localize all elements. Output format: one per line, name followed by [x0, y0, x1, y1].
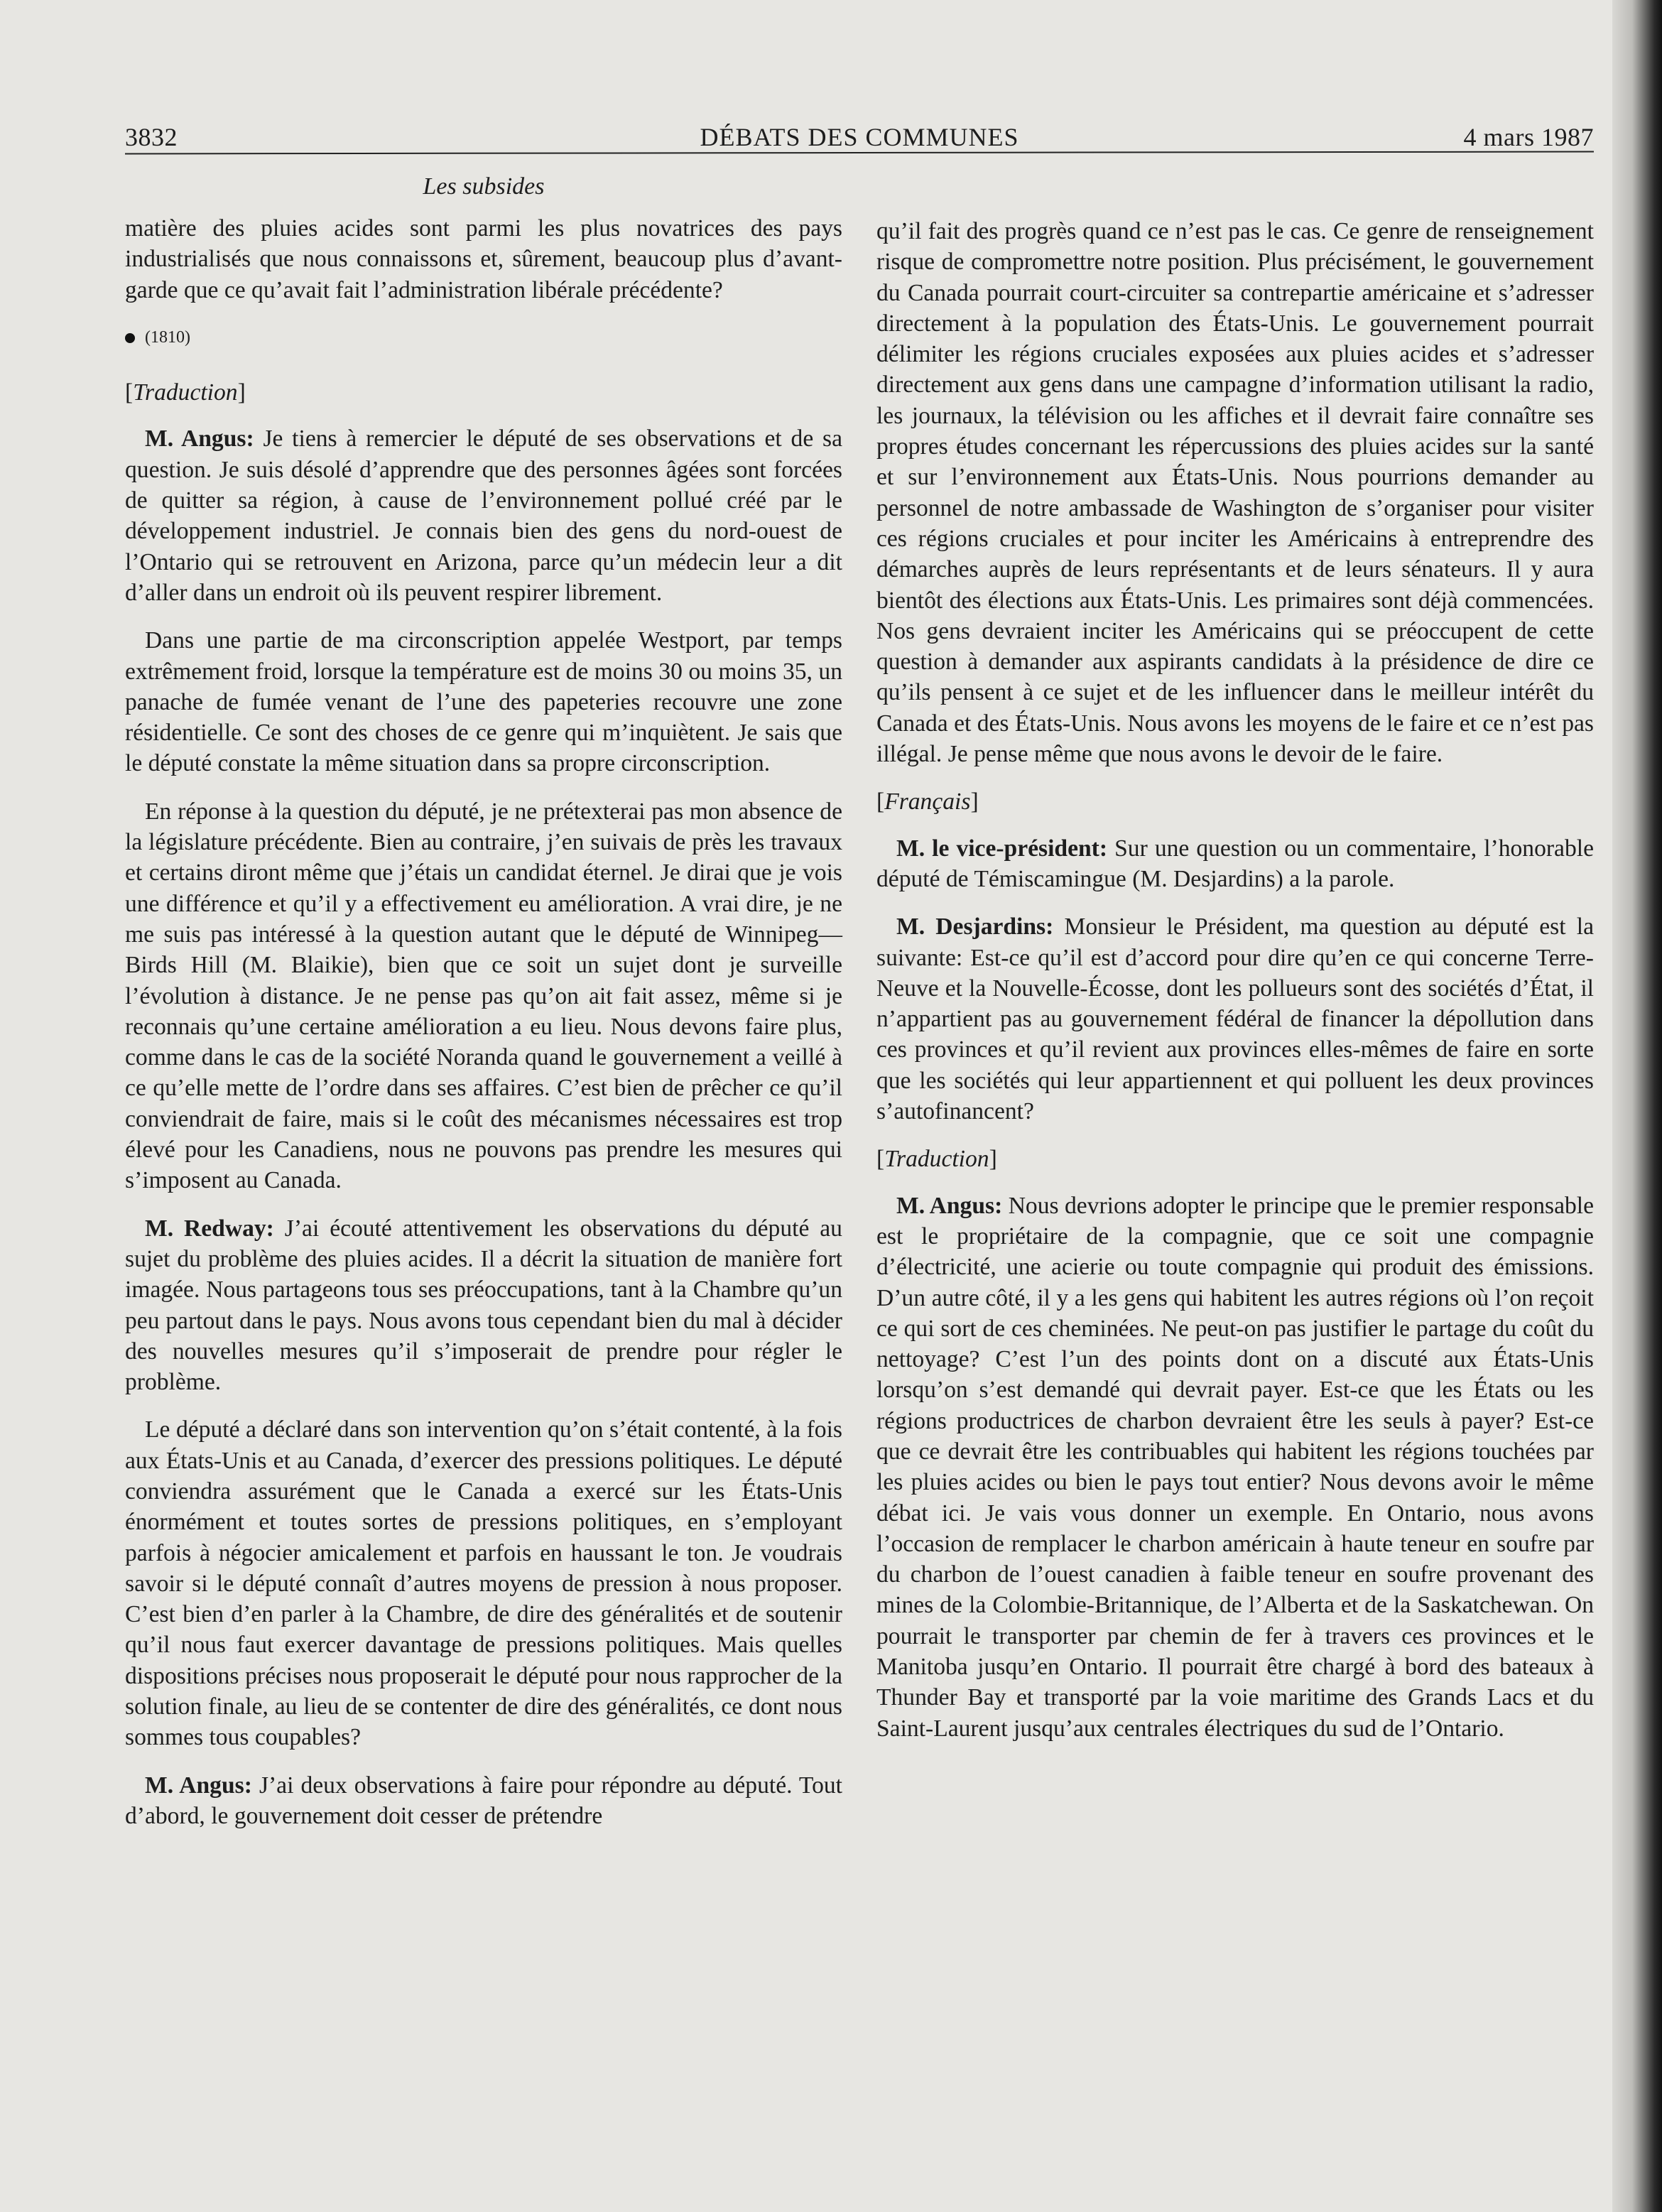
speaker-name: M. Angus:	[145, 1772, 252, 1799]
speech-text: Monsieur le Président, ma question au député est la suivante: Est-ce qu’il est d’accord pour dire qu’en ce qui concerne Terre-Neuve et la Nouvelle-Écosse, dont les pollueurs sont des sociétés d’État, il n’appartient pas au gouvernement fédéral de financer la dépollution dans ces provinces et qu’il revient aux provinces elles-mêmes de faire en sorte que les sociétés qui leur appartiennent et qui polluent les deux provinces s’autofinancent?	[876, 913, 1594, 1125]
speaker-name: M. Angus:	[896, 1192, 1003, 1219]
speaker-name: M. Desjardins:	[896, 913, 1054, 940]
speech-text: Nous devrions adopter le principe que le premier responsable est le propriétaire de la compagnie, que ce soit une compagnie d’électricité, une acierie ou toute compagnie qui produit des émissions. D’un autre côté, il y a les gens qui habitent les autres régions où l’on reçoit ce qui sort de ces cheminées. Ne peut-on pas justifier le partage du coût du nettoyage? C’est l’un des points dont on a discuté aux États-Unis lorsqu’on s’est demandé qui devrait payer. Est-ce que les États ou les régions productrices de charbon devraient être les seuls à payer? Est-ce que ce devrait être les contribuables qui habitent les régions touchées par les pluies acides ou bien le pays tout entier? Nous devons avoir le même débat ici. Je vais vous donner un exemple. En Ontario, nous avons l’occasion de remplacer le charbon américain à haute teneur en soufre par du charbon de l’ouest canadien à faible teneur en soufre provenant des mines de la Colombie-Britannique, de l’Alberta et de la Saskatchewan. On pourrait le transporter par chemin de fer à travers ces provinces et le Manitoba jusqu’en Ontario. Il pourrait être chargé à bord des bateaux à Thunder Bay et transporté par la voie maritime des Grands Lacs et du Saint-Laurent jusqu’aux centrales électriques du sud de l’Ontario.	[876, 1192, 1594, 1742]
left-column	[125, 213, 842, 1848]
paragraph: Le député a déclaré dans son intervention qu’on s’était contenté, à la fois aux États-Unis et au Canada, d’exercer des pressions politiques. Le député conviendra assurément que le Canada a exercé sur les États-Unis énormément et toutes sortes de pressions politiques, en s’employant parfois à négocier amicalement et parfois en haussant le ton. Je voudrais savoir si le député connaît d’autres moyens de pression à nous proposer. C’est bien d’en parler à la Chambre, de dire des généralités et de soutenir qu’il nous faut exercer davantage de pressions politiques. Mais quelles dispositions précises nous proposerait le député pour nous rapprocher de la solution finale, au lieu de se contenter de dire des généralités, ce dont nous sommes tous coupables?	[125, 1416, 842, 1751]
subsection-title: Les subsides	[423, 173, 545, 200]
paragraph	[876, 911, 1594, 1127]
page-edge-shadow	[1612, 0, 1662, 2212]
bullet-icon	[125, 333, 135, 343]
issue-date: 4 mars 1987	[1463, 123, 1594, 151]
language-tag: [Traduction]	[125, 379, 246, 406]
speech-text: Sur une question ou un commentaire, l’honorable député de Témiscamingue (M. Desjardins) a la parole.	[876, 835, 1594, 892]
speech-text: J’ai écouté attentivement les observations du député au sujet du problème des pluies acides. Il a décrit la situation de manière fort imagée. Nous partageons tous ses préoccupations, tant à la Chambre qu’un peu partout dans le pays. Nous avons tous cependant bien du mal à décider des nouvelles mesures qu’il s’imposerait de prendre pour régler le problème.	[125, 1215, 842, 1396]
language-tag-label: Français	[884, 788, 971, 815]
publication-title: DÉBATS DES COMMUNES	[700, 123, 1019, 151]
paragraph: matière des pluies acides sont parmi les plus novatrices des pays industrialisés que nous connaissons et, sûrement, beaucoup plus d’avant-garde que ce qu’avait fait l’administration libérale précédente?	[125, 215, 842, 303]
speaker-name: M. Angus:	[145, 425, 254, 452]
language-tag: [Français]	[876, 788, 979, 815]
paragraph: Dans une partie de ma circonscription appelée Westport, par temps extrêmement froid, lorsque la température est de moins 30 ou moins 35, un panache de fumée venant de l’une des papeteries recouvre une zone résidentielle. Ce sont des choses de ce genre qui m’inquiètent. Je sais que le député constate la même situation dans sa propre circonscription.	[125, 627, 842, 777]
paragraph	[125, 423, 842, 608]
paragraph	[125, 1213, 842, 1398]
page-number: 3832	[125, 123, 178, 151]
language-tag-label: Traduction	[884, 1146, 989, 1173]
speaker-name: M. Redway:	[145, 1215, 274, 1242]
time-marker-label: (1810)	[145, 327, 190, 347]
speech-text: Je tiens à remercier le député de ses observations et de sa question. Je suis désolé d’apprendre que des personnes âgées sont forcées de quitter sa région, à cause de l’environnement pollué créé par le développement industriel. Je connais bien des gens du nord-ouest de l’Ontario qui se retrouvent en Arizona, parce qu’un médecin leur a dit d’aller dans un endroit où ils peuvent respirer librement.	[125, 425, 842, 606]
language-tag-label: Traduction	[133, 379, 238, 406]
paragraph	[876, 1191, 1594, 1744]
speech-text: J’ai deux observations à faire pour répondre au député. Tout d’abord, le gouvernement doit cesser de prétendre	[125, 1772, 842, 1829]
language-tag: [Traduction]	[876, 1146, 997, 1173]
paragraph: En réponse à la question du député, je ne prétexterai pas mon absence de la législature précédente. Bien au contraire, j’en suivais de près les travaux et certains diront même que j’étais un candidat éternel. Je dirai que je vois une différence et qu’il y a effectivement eu amélioration. A vrai dire, je ne me suis pas intéressé à la question autant que le député de Winnipeg—Birds Hill (M. Blaikie), bien que ce soit un sujet dont je surveille l’évolution à distance. Je ne pense pas qu’on ait fait assez, même si je reconnais qu’une certaine amélioration a eu lieu. Nous devons faire plus, comme dans le cas de la société Noranda quand le gouvernement a veillé à ce qu’elle mette de l’ordre dans ses affaires. C’est bien de prêcher ce qu’il conviendrait de faire, mais si le coût des mécanismes nécessaires est trop élevé pour les Canadiens, nous ne pouvons pas prendre les mesures qui s’imposent au Canada.	[125, 798, 842, 1194]
speaker-name: M. le vice-président:	[896, 835, 1108, 862]
paragraph	[125, 1770, 842, 1832]
right-column	[876, 216, 1594, 1761]
paragraph	[876, 833, 1594, 895]
paragraph: qu’il fait des progrès quand ce n’est pas le cas. Ce genre de renseignement risque de compromettre notre position. Plus précisément, le gouvernement du Canada pourrait court-circuiter sa contrepartie américaine et s’adresser directement à la population des États-Unis. Le gouvernement pourrait délimiter les régions cruciales exposées aux pluies acides et s’adresser directement aux gens dans une campagne d’information utilisant la radio, les journaux, la télévision ou les affiches et il devrait faire connaître ses propres études concernant les répercussions des pluies acides sur la santé et sur l’environnement aux États-Unis. Nous pourrions demander au personnel de notre ambassade de Washington de s’organiser pour visiter ces régions cruciales et pour inciter les Américains à entreprendre des démarches auprès de leurs représentants et de leurs sénateurs. Il y aura bientôt des élections aux États-Unis. Les primaires sont déjà commencées. Nos gens devraient inciter les Américains qui se préoccupent de cette question à demander aux aspirants candidats à la présidence de dire ce qu’ils pensent à ce sujet et de les influencer dans le meilleur intérêt du Canada et des États-Unis. Nous avons les moyens de le faire et ce n’est pas illégal. Je pense même que nous avons le devoir de le faire.	[876, 218, 1594, 768]
time-marker	[125, 322, 842, 353]
